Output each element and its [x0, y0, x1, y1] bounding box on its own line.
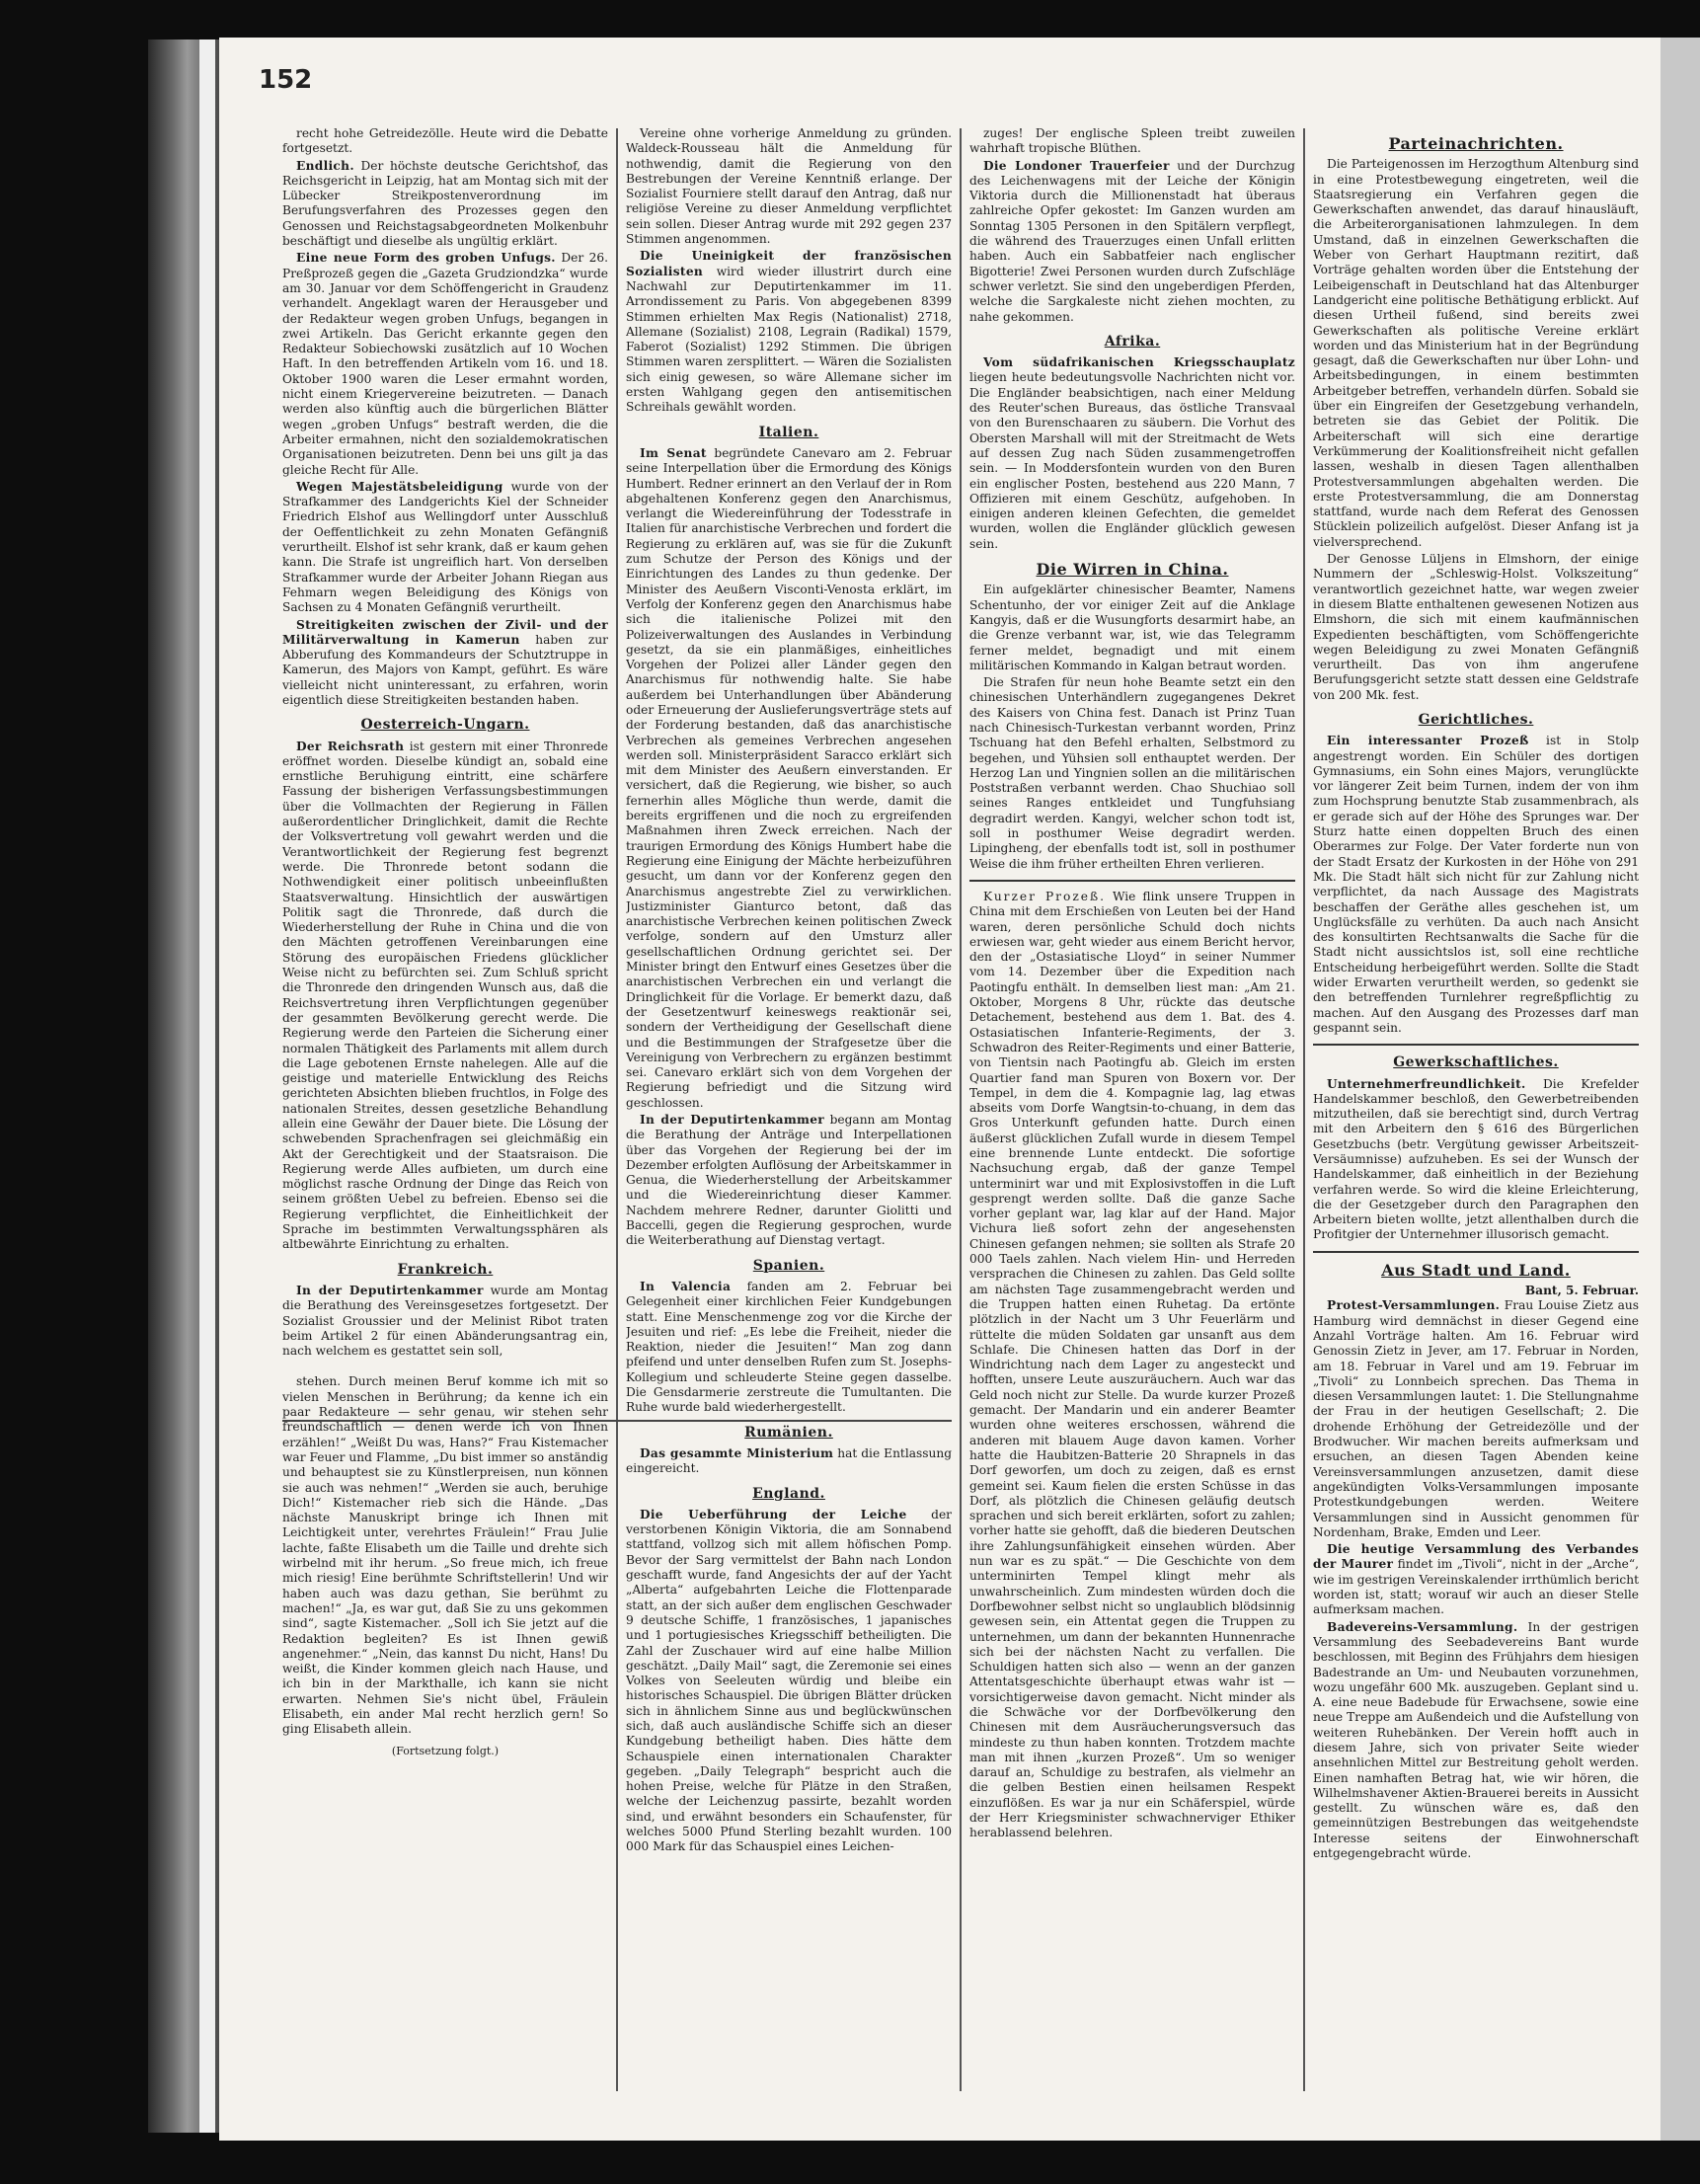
paragraph: In der Deputirtenkammer wurde am Montag die Berathung des Vereinsgesetzes fortgesetzt. Der Sozialist Groussier und der Melinist Ribot traten beim Artikel 2 für einen Abänderungsantrag ein, nach welchem es gestattet sein soll, [282, 1283, 608, 1359]
paragraph: Badevereins-Versammlung. In der gestrigen Versammlung des Seebadevereins Bant wurde beschlossen, mit Beginn des Frühjahrs dem hiesigen Badestrande an Um- und Neubauten vorzunehmen, wozu ungefähr 600 Mk. auszugeben. Geplant sind u. A. eine neue Badebude für Erwachsene, sowie eine neue Treppe am Außendeich und die Aufstellung von weiteren Ruhebänken. Der Verein hofft auch in diesem Jahre, sich von privater Seite wieder ansehnlichen Mittel zur Bestreitung geholt werden. Einen namhaften Betrag hat, wie wir hören, die Wilhelmshavener Aktien-Brauerei bereits in Aussicht gestellt. Zu wünschen wäre es, daß den gemeinnützigen Bestrebungen das weitgehendste Interesse seitens der Einwohnerschaft entgegengebracht würde. [1313, 1619, 1639, 1861]
column-4 [1313, 126, 1639, 2101]
paragraph: zuges! Der englische Spleen treibt zuweilen wahrhaft tropische Blüthen. [969, 126, 1295, 156]
paragraph: Vereine ohne vorherige Anmeldung zu gründen. Waldeck-Rousseau hält die Anmeldung für nothwendig, damit die Regierung von den Bestrebungen der Vereine Kenntniß erlange. Der Sozialist Fourniere stellt darauf den Antrag, daß nur religiöse Vereine zu dieser Anmeldung verpflichtet sein sollen. Dieser Antrag wurde mit 292 gegen 237 Stimmen angenommen. [626, 126, 952, 247]
paragraph: Die Strafen für neun hohe Beamte setzt ein den chinesischen Unterhändlern zugegangenes Dekret des Kaisers von China fest. Danach ist Prinz Tuan nach Chinesisch-Turkestan verbannt worden, Prinz Tschuang hat den Befehl erhalten, Selbstmord zu begehen, und Yühsien soll enthauptet werden. Der Herzog Lan und Yingnien sollen an die militärischen Poststraßen verbannt werden. Chao Shuchiao soll seines Ranges entkleidet und Tungfuhsiang degradirt werden. Kangyi, welcher schon todt ist, soll in posthumer Weise degradirt werden. Lipingheng, der ebenfalls todt ist, soll in posthumer Weise die ihm früher ertheilten Ehren verlieren. [969, 675, 1295, 871]
newspaper-page [219, 38, 1661, 2141]
section-heading: Rumänien. [744, 1424, 833, 1441]
paragraph: Das gesammte Ministerium hat die Entlassung eingereicht. [626, 1445, 952, 1476]
divider [1313, 1044, 1639, 1046]
page-number: 152 [259, 65, 313, 95]
paragraph: Der Genosse Lüljens in Elmshorn, der einige Nummern der „Schleswig-Holst. Volkszeitung“ verantwortlich gezeichnet hatte, war wegen zweier in diesem Blatte enthaltenen gewesenen Notizen aus Elmshorn, die sich mit einem kaufmännischen Expedienten beschäftigten, vom Schöffengerichte wegen Beleidigung zu zwei Monaten Gefängniß verurtheilt. Das von ihm angerufene Berufungsgericht setzte statt dessen eine Geldstrafe von 200 Mk. fest. [1313, 552, 1639, 702]
paragraph: Die heutige Versammlung des Verbandes der Maurer findet im „Tivoli“, nicht in der „Arche“, wie im gestrigen Vereinskalender irrthümlich bericht worden ist, statt; worauf wir auch an dieser Stelle aufmerksam machen. [1313, 1542, 1639, 1617]
paragraph: Wegen Majestätsbeleidigung wurde von der Strafkammer des Landgerichts Kiel der Schneider Friedrich Elshof aus Wellingdorf unter Ausschluß der Oeffentlichkeit zu zehn Monaten Gefängniß verurtheilt. Elshof ist sehr krank, daß er kaum gehen kann. Die Strafe ist ungreiflich hart. Von derselben Strafkammer wurde der Arbeiter Johann Riegan aus Fehmarn wegen Beleidigung des Königs von Sachsen zu 4 Monaten Gefängniß verurtheilt. [282, 479, 608, 615]
paragraph: Ein aufgeklärter chinesischer Beamter, Namens Schentunho, der vor einiger Zeit auf die Anklage Kangyis, daß er die Wusungforts desarmirt habe, an die Grenze verbannt war, ist, wie das Telegramm ferner meldet, begnadigt und mit einem militärischen Kommando in Kalgan betraut worden. [969, 583, 1295, 672]
divider [1313, 1251, 1639, 1253]
paragraph: In der Deputirtenkammer begann am Montag die Berathung der Anträge und Interpellationen über das Vorgehen der Regierung bei der im Dezember erfolgten Auflösung der Arbeitskammer in Genua, die Wiederherstellung der Arbeitskammer und die Wiedereinrichtung dieser Kammer. Nachdem mehrere Redner, darunter Giolitti und Baccelli, gegen die Regierung gesprochen, wurde die Weiterberathung auf Dienstag vertagt. [626, 1113, 952, 1248]
paragraph: Eine neue Form des groben Unfugs. Der 26. Preßprozeß gegen die „Gazeta Grudziondzka“ wurde am 30. Januar vor dem Schöffengericht in Graudenz verhandelt. Angeklagt waren der Herausgeber und der Redakteur wegen groben Unfugs, begangen in zwei Artikeln. Das Gericht erkannte gegen den Redakteur Sobiechowski zusätzlich auf 10 Wochen Haft. In den betreffenden Artikeln vom 16. und 18. Oktober 1900 waren die Leser ermahnt worden, nicht einem Kriegervereine beizutreten. — Danach werden also künftig auch die bürgerlichen Blätter wegen „groben Unfugs“ bestraft werden, die die Arbeiter ermahnen, nicht den sozialdemokratischen Organisationen beizutreten. Denn bei uns gilt ja das gleiche Recht für Alle. [282, 251, 608, 477]
column-rule [960, 128, 962, 2091]
paragraph: recht hohe Getreidezölle. Heute wird die Debatte fortgesetzt. [282, 126, 608, 156]
paragraph: Der Reichsrath ist gestern mit einer Thronrede eröffnet worden. Dieselbe kündigt an, sobald eine ernstliche Beruhigung eintritt, eine schärfere Fassung der bisherigen Verfassungsbestimmungen über die Vollmachten der Regierung in Fällen außerordentlicher Dringlichkeit, damit die Rechte der Volksvertretung voll gewahrt werden und die Verantwortlichkeit der Regierung fest begrenzt werde. Die Thronrede betont sodann die Nothwendigkeit einer politisch unbeeinflußten Staatsverwaltung. Hinsichtlich der auswärtigen Politik sagt die Thronrede, daß durch die Wiederherstellung der Ruhe in China und die von den Mächten getroffenen Vereinbarungen eine Störung des europäischen Friedens glücklicher Weise nicht zu befürchten sei. Zum Schluß spricht die Thronrede den dringenden Wunsch aus, daß die Reichsvertretung ihren Verpflichtungen gegenüber der gesammten Bevölkerung gerecht werde. Die Regierung werde den Parteien die Sicherung einer normalen Thätigkeit des Parlaments mit allem durch die Lage gebotenen Ernste nahelegen. Alle auf die geistige und materielle Entwicklung des Reichs gerichteten Absichten blieben fruchtlos, in Folge des nationalen Streites, dessen gesetzliche Behandlung allein eine Gewähr der Dauer biete. Die Lösung der schwebenden Sprachenfragen sei gleichmäßig ein Akt der Gerechtigkeit und der Staatsraison. Die Regierung werde Alles aufbieten, um durch eine möglichst rasche Ordnung der Dinge das Reich von seinem größten Uebel zu befreien. Ebenso sei die Regierung verpflichtet, die Einheitlichkeit der Sprache im bestimmten Verwaltungssphären als altbewährte Einrichtung zu erhalten. [282, 739, 608, 1252]
paragraph: Die Ueberführung der Leiche der verstorbenen Königin Viktoria, die am Sonnabend stattfand, vollzog sich mit allem höfischen Pomp. Bevor der Sarg vermittelst der Bahn nach London geschafft wurde, fand Angesichts der auf der Yacht „Alberta“ aufgebahrten Leiche die Flottenparade statt, an der sich außer dem englischen Geschwader 9 deutsche Schiffe, 1 französisches, 1 japanisches und 1 portugiesisches Kriegsschiff betheiligten. Die Zahl der Zuschauer wird auf eine halbe Million geschätzt. „Daily Mail“ sagt, die Zeremonie sei eines Volkes von Seeleuten würdig und bleibe ein historisches Schauspiel. Die übrigen Blätter drücken sich in ähnlichem Sinne aus und beglückwünschen sich, daß auch ausländische Schiffe sich an dieser Kundgebung betheiligt haben. Dies hätte dem Schauspiele einen internationalen Charakter gegeben. „Daily Telegraph“ bespricht auch die hohen Preise, welche für Plätze in den Straßen, welche der Leichenzug passirte, bezahlt worden sind, und erwähnt besonders ein Schaufenster, für welches 5000 Pfund Sterling bezahlt wurden. 100 000 Mark für das Schauspiel eines Leichen- [626, 1507, 952, 1854]
section-heading: England. [752, 1485, 825, 1502]
section-heading: Oesterreich-Ungarn. [360, 717, 530, 734]
section-heading: Spanien. [752, 1257, 825, 1274]
column-rule [616, 128, 618, 2091]
paragraph: Vom südafrikanischen Kriegsschauplatz liegen heute bedeutungsvolle Nachrichten nicht vor. Die Engländer beabsichtigen, nach einer Meldung des Reuter'schen Bureaus, das östliche Transvaal von den Burenschaaren zu säubern. Die Vorhut des Obersten Marshall will mit der Streitmacht de Wets auf dessen Zug nach Süden zusammengetroffen sein. — In Moddersfontein wurden von den Buren ein englischer Posten, bestehend aus 220 Mann, 7 Offizieren mit einem Geschütz, aufgehoben. In einigen anderen kleinen Gefechten, die gemeldet wurden, wollen die Engländer glücklich gewesen sein. [969, 355, 1295, 551]
paragraph: Ein interessanter Prozeß ist in Stolp angestrengt worden. Ein Schüler des dortigen Gymnasiums, ein Sohn eines Majors, verunglückte vor längerer Zeit beim Turnen, indem der von ihm zum Hochsprung benutzte Stab zusammenbrach, als er gerade sich auf der Höhe des Sprunges war. Der Sturz hatte einen doppelten Bruch des einen Oberarmes zur Folge. Der Vater forderte nun von der Stadt Ersatz der Kurkosten in der Höhe von 291 Mk. Die Stadt hält sich nicht für zur Zahlung nicht verpflichtet, da nach Aussage des Magistrats beschaffen der Geräthe alles geschehen ist, um Unglücksfälle zu verhüten. Da auch nach Ansicht des konsultirten Rechtsanwalts die Sache für die Stadt nicht aussichtslos ist, soll eine rechtliche Entscheidung herbeigeführt werden. Sollte die Stadt wider Erwarten verurtheilt werden, so gedenkt sie den betreffenden Turnlehrer regreßpflichtig zu machen. Auf den Ausgang des Prozesses darf man gespannt sein. [1313, 734, 1639, 1035]
section-heading: Gewerkschaftliches. [1393, 1054, 1559, 1071]
section-heading: Die Wirren in China. [1036, 560, 1229, 580]
paragraph: Endlich. Der höchste deutsche Gerichtshof, das Reichsgericht in Leipzig, hat am Montag sich mit der Lübecker Streikpostenverordnung im Berufungsverfahren des Prozesses gegen den Genossen und Reichstagsabgeordneten Molkenbuhr beschäftigt und dieselbe als ungültig erklärt. [282, 158, 608, 249]
continuation-note: (Fortsetzung folgt.) [391, 1744, 500, 1757]
paragraph: Die Uneinigkeit der französischen Sozialisten wird wieder illustrirt durch eine Nachwahl zur Deputirtenkammer im 11. Arrondissement zu Paris. Von abgegebenen 8399 Stimmen erhielten Max Regis (Nationalist) 2718, Allemane (Sozialist) 2108, Legrain (Radikal) 1579, Faberot (Sozialist) 1292 Stimmen. Die übrigen Stimmen waren zersplittert. — Wären die Sozialisten sich einig gewesen, so wäre Allemane sicher im ersten Wahlgang gegen den antisemitischen Schreihals gewählt worden. [626, 249, 952, 415]
paragraph: In Valencia fanden am 2. Februar bei Gelegenheit einer kirchlichen Feier Kundgebungen statt. Eine Menschenmenge zog vor die Kirche der Jesuiten und rief: „Es lebe die Freiheit, nieder die Reaktion, nieder die Jesuiten!“ Man zog dann pfeifend und unter denselben Rufen zum St. Josephs-Kollegium und schleuderte Steine gegen dasselbe. Die Gensdarmerie zerstreute die Tumultanten. Die Ruhe wurde bald wiederhergestellt. [626, 1279, 952, 1415]
paragraph: Die Londoner Trauerfeier und der Durchzug des Leichenwagens mit der Leiche der Königin Viktoria durch die Millionenstadt hat überaus zahlreiche Opfer gekostet: Im Ganzen wurden am Sonntag 1305 Personen in den Spitälern verpflegt, die während des Trauerzuges einen Unfall erlitten haben. Auch ein Sabbatfeier nach englischer Bigotterie! Zwei Personen wurden durch Zufschläge schwer verletzt. Sie sind den ungeberdigen Pferden, welche die Sargkaleste nicht ziehen mochten, zu nahe gekommen. [969, 158, 1295, 324]
section-heading: Aus Stadt und Land. [1381, 1260, 1571, 1280]
dateline: Bant, 5. Februar. [1524, 1284, 1639, 1298]
column-1 [282, 126, 608, 2101]
paragraph: Unternehmerfreundlichkeit. Die Krefelder Handelskammer beschloß, den Gewerbetreibenden mitzutheilen, daß sie berechtigt sind, durch Vertrag mit den Arbeitern den § 616 des Bürgerlichen Gesetzbuchs (betr. Vergütung gewisser Arbeitszeit-Versäumnisse) aufzuheben. Es sei der Wunsch der Handelskammer, daß einheitlich in der Beziehung verfahren werde. So wird die kleine Erleichterung, die der Gesetzgeber durch den Paragraphen den Arbeitern bieten wollte, jetzt allenthalben durch die Profitgier der Unternehmer illusorisch gemacht. [1313, 1076, 1639, 1242]
section-heading: Gerichtliches. [1418, 711, 1534, 728]
binding-edge [199, 39, 215, 2133]
divider [969, 880, 1295, 882]
feuilleton-text: stehen. Durch meinen Beruf komme ich mit so vielen Menschen in Berührung; da kenne ich ein paar Redakteure — sehr genau, wir stehen sehr freundschaftlich — denen werde ich von Ihnen erzählen!“ „Weißt Du was, Hans?“ Frau Kistemacher war Feuer und Flamme, „Du bist immer so anständig und behauptest sie zu Künstlerpreisen, nun können sie auch was nehmen!“ „Werden sie auch, beruhige Dich!“ Kistemacher rieb sich die Hände. „Das nächste Manuskript bringe ich Ihnen mit Leichtigkeit unter, verehrtes Fräulein!“ Frau Julie lachte, faßte Elisabeth um die Taille und drehte sich wirbelnd mit ihr herum. „So freue mich, ich freue mich riesig! Eine berühmte Schriftstellerin! Und wir haben auch was dazu gethan, Sie berühmt zu machen!“ „Ja, es war gut, daß Sie zu uns gekommen sind“, sagte Kistemacher. „Soll ich Sie jetzt auf die Redaktion begleiten? Es ist Ihnen gewiß angenehmer.“ „Nein, das kannst Du nicht, Hans! Du weißt, die Kinder kommen gleich nach Hause, und ich bin in der Markthalle, ich kann sie nicht erwarten. Nehmen Sie's nicht übel, Fräulein Elisabeth, ein ander Mal recht herzlich gern! So ging Elisabeth allein. [282, 1374, 608, 1737]
paragraph: Streitigkeiten zwischen der Zivil- und der Militärverwaltung in Kamerun haben zur Abberufung des Kommandeurs der Schutztruppe in Kamerun, des Majors von Kampt, geführt. Es wäre vielleicht nicht uninteressant, zu erfahren, worin eigentlich diese Streitigkeiten bestanden haben. [282, 617, 608, 707]
paragraph: Kurzer Prozeß. Wie flink unsere Truppen in China mit dem Erschießen von Leuten bei der Hand waren, deren persönliche Schuld doch nichts erwiesen war, geht wieder aus einem Bericht hervor, den der „Ostasiatische Lloyd“ in seiner Nummer vom 14. Dezember über die Expedition nach Paotingfu enthält. In demselben liest man: „Am 21. Oktober, Morgens 8 Uhr, rückte das deutsche Detachement, bestehend aus dem 1. Bat. des 4. Ostasiatischen Infanterie-Regiments, der 3. Schwadron des Reiter-Regiments und einer Batterie, von Tientsin nach Paotingfu ab. Gleich im ersten Quartier fand man Spuren von Boxern vor. Der Tempel, in dem die 4. Kompagnie lag, lag etwas abseits vom Dorfe Wangtsin-to-chuang, in dem das Gros Unterkunft gefunden hatte. Durch einen äußerst glücklichen Zufall wurde in diesem Tempel eine brennende Lunte entdeckt. Die sofortige Nachsuchung ergab, daß der ganze Tempel unterminirt war und mit Explosivstoffen in die Luft gesprengt werden sollte. Daß die ganze Sache vorher geplant war, lag klar auf der Hand. Major Vichura ließ sofort zehn der angesehensten Chinesen gefangen nehmen; sie sollten als Strafe 20 000 Taels zahlen. Nach vielem Hin- und Herreden versprachen die Chinesen zu zahlen. Das Geld sollte am nächsten Tage zusammengebracht werden und die Truppen hatten einen Ruhetag. Da ertönte plötzlich in der Nacht um 3 Uhr Feuerlärm und rüttelte die müden Soldaten gar unsanft aus dem Schlafe. Die Chinesen hatten das Dorf in der Windrichtung nach dem Lager zu angesteckt und hofften, unsere Leute auszuräuchern. Auch war das Geld noch nicht zur Stelle. Da wurde kurzer Prozeß gemacht. Der Mandarin und ein anderer Beamter wurden ohne weiteres erschossen, während die anderen mit blauem Auge davon kamen. Vorher hatte die Haubitzen-Batterie 20 Shrapnels in das Dorf geworfen, um doch zu zeigen, daß es ernst gemeint sei. Kaum fielen die ersten Schüsse in das Dorf, als plötzlich die Chinesen geläufig deutsch sprachen und sich bereit erklärten, sofort zu zahlen; vorher hatte sie gehofft, daß die biederen Deutschen ihre Zahlungsunfähigkeit einsehen würden. Aber nun war es zu spät.“ — Die Geschichte von dem unterminirten Tempel klingt mehr als unwahrscheinlich. Zum mindesten würden doch die Dorfbewohner selbst nicht so unglaublich blödsinnig gewesen sein, ein Attentat gegen die Truppen zu unternehmen, um dann der bekannten Hunnenrache sich bei der nächsten Nacht zu verfallen. Die Schuldigen hatten sich also — wenn an der ganzen Attentatsgeschichte überhaupt etwas wahr ist — vorsichtigerweise davon gemacht. Nicht minder als die Schwäche vor der Dorfbevölkerung den Chinesen mit dem Ausräucherungsversuch das mindeste zu thun haben konnten. Trotzdem machte man mit ihnen „kurzen Prozeß“. Um so weniger darauf an, Schuldige zu bestrafen, als vielmehr an die gelben Bestien einen heilsamen Respekt einzuflößen. Es war ja nur ein Schäferspiel, würde der Herr Kriegsminister schwachnerviger Ethiker herablassend belehren. [969, 889, 1295, 1840]
section-heading: Afrika. [1104, 333, 1161, 350]
paragraph: Die Parteigenossen im Herzogthum Altenburg sind in eine Protestbewegung eingetreten, weil die Staatsregierung ein Verfahren gegen die Gewerkschaften anwendet, das darauf hinausläuft, die Arbeiterorganisationen lahmzulegen. In dem Umstand, daß in einzelnen Gewerkschaften die Weber von Gerhart Hauptmann rezitirt, daß Vorträge gehalten worden über die Entstehung der Leibeigenschaft in Deutschland hat das Altenburger Landgericht eine politische Bethätigung erblickt. Auf diesen Urtheil fußend, sind bereits zwei Gewerkschaften als politische Vereine erklärt worden und das Ministerium hat in der Begründung gesagt, daß die Gewerkschaften nur über Lohn- und Arbeitsbedingungen, in einem bestimmten Arbeitgeber betreffen, verhandeln dürfen. Sobald sie über ein Eingreifen der Gesetzgebung verhandeln, betreten sie das Gebiet der Politik. Die Arbeiterschaft will sich eine derartige Verkümmerung der Koalitionsfreiheit nicht gefallen lassen, weshalb in diesen Tagen allenthalben Protestversammlungen abgehalten werden. Die erste Protestversammlung, die am Donnerstag stattfand, wurde nach dem Referat des Genossen Stücklein polizeilich aufgelöst. Dieser Anfang ist ja vielversprechend. [1313, 157, 1639, 549]
section-heading: Parteinachrichten. [1388, 134, 1564, 153]
column-2 [626, 126, 952, 2101]
paragraph: Protest-Versammlungen. Frau Louise Zietz aus Hamburg wird demnächst in dieser Gegend eine Anzahl Vorträge halten. Am 16. Februar wird Genossin Zietz in Jever, am 17. Februar in Norden, am 18. Februar in Varel und am 19. Februar im „Tivoli“ zu Lonnbeich sprechen. Das Thema in diesen Versammlungen lautet: 1. Die Stellungnahme der Frau in der heutigen Gesellschaft; 2. Die drohende Erhöhung der Getreidezölle und der Brodwucher. Wir machen bereits aufmerksam und ersuchen, an diesen Tagen Abenden keine Vereinsversammlungen anzusetzen, damit diese angekündigten Volks-Versammlungen imposante Protestkundgebungen werden. Weitere Versammlungen sind in Aussicht genommen für Nordenham, Brake, Emden und Leer. [1313, 1298, 1639, 1539]
section-heading: Frankreich. [397, 1261, 494, 1278]
page-edge-strip [1661, 38, 1700, 2141]
section-heading: Italien. [758, 424, 819, 440]
column-rule [1303, 128, 1305, 2091]
column-3 [969, 126, 1295, 2101]
paragraph: Im Senat begründete Canevaro am 2. Februar seine Interpellation über die Ermordung des Königs Humbert. Redner erinnert an den Verlauf der in Rom abgehaltenen Konferenz gegen den Anarchismus, verlangt die Wiedereinführung der Todesstrafe in Italien für anarchistische Verbrechen und fordert die Regierung zu erklären auf, was sie für die Zukunft zum Schutze der Person des Königs und der Einrichtungen des Landes zu thun gedenke. Der Minister des Aeußern Visconti-Venosta erklärt, im Verfolg der Konferenz gegen den Anarchismus habe sich die italienische Polizei mit den Polizeiverwaltungen des Auslandes in Verbindung gesetzt, da sie ein planmäßiges, einheitliches Vorgehen der Polizei aller Länder gegen den Anarchismus für nothwendig halte. Sie habe außerdem bei Unterhandlungen über Abänderung oder Erneuerung der Auslieferungsverträge stets auf der Forderung bestanden, daß das anarchistische Verbrechen als gemeines Verbrechen angesehen werden soll. Ministerpräsident Saracco erklärt sich mit dem Minister des Aeußern einverstanden. Er versichert, daß die Regierung, wie bisher, so auch fernerhin alles Mögliche thun werde, damit die bereits ergriffenen und die noch zu ergreifenden Maßnahmen ihren Zweck erreichen. Nach der traurigen Ermordung des Königs Humbert habe die Regierung eine Einigung der Mächte herbeizuführen gesucht, um dann vor der Konferenz gegen den Anarchismus angestrebte Ziel zu verwirklichen. Justizminister Gianturco betont, daß das anarchistische Verbrechen keinen politischen Zweck verfolge, sondern auf den Umsturz aller gesellschaftlichen Ordnung gerichtet sei. Der Minister bringt den Entwurf eines Gesetzes über die anarchistischen Verbrechen ein und verlangt die Dringlichkeit für die Vorlage. Er bemerkt dazu, daß der Gesetzentwurf keineswegs reaktionär sei, sondern der Vertheidigung der Gesellschaft diene und die Bestimmungen der Strafgesetze über die Vereinigung von Verbrechern zu ergänzen bestimmt sei. Canevaro erklärt sich von dem Vorgehen der Regierung befriedigt und die Sitzung wird geschlossen. [626, 445, 952, 1110]
